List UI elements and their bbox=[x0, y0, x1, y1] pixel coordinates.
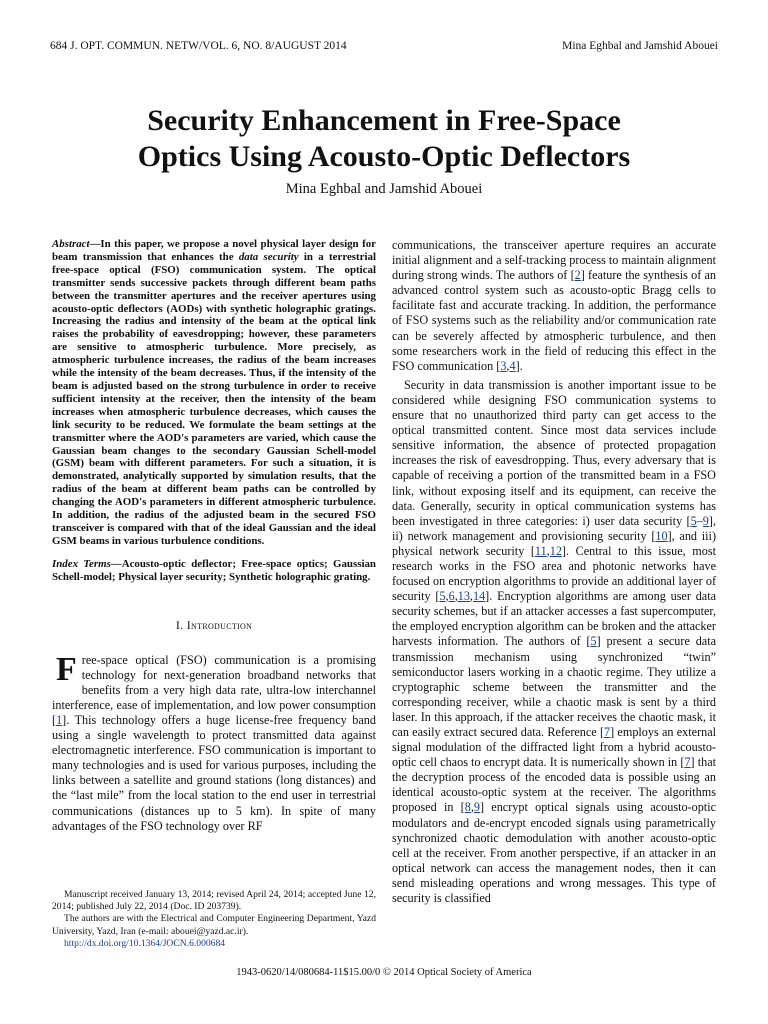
right-p2-text-b: ], ii) network management and provisioning security [ bbox=[392, 513, 716, 543]
right-p2-text-c: ], and iii) physical network security [ bbox=[392, 528, 716, 558]
citation-link[interactable]: 5 bbox=[590, 634, 597, 649]
intro-text-b: ]. This technology offers a huge license-free frequency band using a single wavelength to protect transmitted data against electromagnetic interference. FSO communication is important to many technologies and is used for various purposes, including the links between a satellite and ground stations (long distances) and the “last mile” from the local station to the end user in terrestrial communications (distances up to 5 km). In spite of many advantages of the FSO technology over RF bbox=[52, 712, 376, 833]
citation-link[interactable]: 4 bbox=[509, 358, 516, 373]
right-paragraph-1 bbox=[392, 238, 716, 374]
citation-separator: , bbox=[454, 589, 458, 604]
citation-link[interactable]: 5 bbox=[439, 589, 446, 604]
doi-link[interactable]: http://dx.doi.org/10.1364/JOCN.6.000684 bbox=[64, 937, 226, 949]
right-p2-text-g: ] employs an external signal modulation of the diffracted light from a hybrid acousto-optic cell chaos to encrypt data. It is numerically shown in [ bbox=[392, 725, 716, 770]
paper-title-line-1: Security Enhancement in Free-Space bbox=[147, 104, 621, 137]
abstract-label: Abstract bbox=[52, 238, 90, 250]
intro-text-a: ree-space optical (FSO) communication is a promising technology for next-generation broadband networks that benefits from a very high data rate, ultra-low interchannel interference, ease of implementation, and low power consumption [ bbox=[52, 652, 376, 727]
drop-cap: F bbox=[56, 650, 77, 688]
footnotes bbox=[52, 889, 376, 950]
abstract-text-b: in a terrestrial free-space optical (FSO) communication system. The optical transmitter sends successive packets through different beam paths between the transmitter apertures and the receiver apertures using acousto-optic deflectors (AODs) with synthetic holographic gratings. Increasing the radius and intensity of the beam at the optical link raises the probability of eavesdropping; however, these parameters are sensitive to atmospheric turbulence. More precisely, as atmospheric turbulence increases, the radius of the beam increases while the intensity of the beam decreases. Thus, if the intensity of the beam is adjusted based on the strong turbulence in order to receive sufficient intensity at the receiver, then the intensity of the beam increases when atmospheric turbulence decreases, which causes the link security to be reduced. We formulate the beam settings at the transmitter where the AOD's parameters are varied, which cause the Gaussian beam changes to the secondary Gaussian Schell-model (GSM) beam with different parameters. For such a situation, it is demonstrated, analytically supported by simulation results, that the radius of the beam at different beam paths can be controlled by changing the AOD's parameters in different atmospheric turbulence. In addition, the radius of the adjusted beam in the secured FSO transceiver is compared with that of the ideal Gaussian and the ideal GSM beams in various turbulence conditions. bbox=[52, 250, 376, 547]
right-p2-text-e: ]. Encryption algorithms are among user data security schemes, but if an attacker accesses a fast supercomputer, the employed encryption algorithm can be broken and the attacker harvests information. The authors of [ bbox=[392, 589, 717, 649]
section-title: Introduction bbox=[186, 617, 253, 632]
citation-link[interactable]: 2 bbox=[574, 268, 581, 283]
citation-link[interactable]: 8 bbox=[464, 800, 471, 815]
section-heading bbox=[52, 618, 376, 633]
right-p2-text-a: Security in data transmission is another important issue to be considered while designing FSO communication systems to ensure that no unauthorized third party can get access to the optical transmitted content. Since most data services include sensitive information, the absence of protected propagation increases the risk of eavesdropping. Thus, every adversary that is capable of receiving a portion of the transmitted beam in a FSO link, without exposing itself and its equipment, can receive the data. Generally, security in optical communication systems has been investigated in three categories: i) user data security [ bbox=[392, 377, 716, 528]
citation-link[interactable]: 9 bbox=[702, 513, 709, 528]
right-p2-text-d: ]. Central to this issue, most research works in the FSO area and photonic networks have focused on encryption algorithms to provide an additional layer of security [ bbox=[392, 543, 716, 604]
citation-separator: , bbox=[470, 800, 474, 815]
paper-title-line-2: Optics Using Acousto-Optic Deflectors bbox=[137, 140, 631, 173]
citation-separator: , bbox=[445, 589, 449, 604]
citation-link[interactable]: 6 bbox=[448, 589, 455, 604]
citation-link[interactable]: 3 bbox=[500, 358, 507, 373]
citation-link[interactable]: 5 bbox=[690, 513, 697, 528]
footnote-affiliation: The authors are with the Electrical and Computer Engineering Department, Yazd University, Yazd, Iran (e-mail: abouei@yazd.ac.ir). bbox=[52, 913, 376, 937]
abstract-text-a: —In this paper, we propose a novel physical layer design for beam transmission that enhances the bbox=[52, 238, 376, 263]
right-column bbox=[392, 238, 716, 906]
left-column bbox=[52, 238, 376, 834]
citation-separator: , bbox=[546, 543, 550, 558]
citation-link[interactable]: 13 bbox=[457, 589, 470, 604]
running-header-journal: 684 J. OPT. COMMUN. NETW/VOL. 6, NO. 8/AUGUST 2014 bbox=[50, 40, 347, 52]
right-p1-text-b: ] feature the synthesis of an advanced control system such as acousto-optic Bragg cells to facilitate fast and accurate tracking. In addition, the performance of FSO systems such as the reliability and/or communication rate can be severely affected by atmospheric turbulence, and then some researchers work in the field of reducing this effect in the FSO communication [ bbox=[392, 268, 716, 373]
abstract bbox=[52, 238, 376, 548]
citation-link[interactable]: 7 bbox=[604, 725, 611, 739]
right-p2-text-i: ] encrypt optical signals using acousto-optic modulators and de-encrypt encoded signals using parametrically synchronized chaotic demodulation with another acousto-optic cell at the receiver. From another perspective, if an attacker in an optical network can access the management nodes, then it can send misleading operations and wrong messages. This type of security is classified bbox=[392, 800, 716, 906]
right-p2-text-f: ] present a secure data transmission mechanism using synchronized “twin” semiconductor lasers working in a chaotic regime. They utilize a cryptographic scheme between the transmitter and the corresponding receiver, while a chaotic mask is sent by a third laser. In this approach, if the attacker receives the chaotic mask, it can easily extract secured data. Reference [ bbox=[392, 634, 716, 739]
citation-link[interactable]: 12 bbox=[549, 543, 562, 558]
citation-link[interactable]: 11 bbox=[534, 543, 547, 558]
citation-link[interactable]: 1 bbox=[56, 712, 63, 727]
running-header bbox=[50, 40, 718, 56]
citation-separator: , bbox=[506, 358, 510, 373]
running-header-authors: Mina Eghbal and Jamshid Abouei bbox=[562, 40, 718, 52]
section-numeral: I. bbox=[175, 617, 184, 632]
citation-link[interactable]: 7 bbox=[684, 755, 691, 770]
citation-link[interactable]: 10 bbox=[655, 528, 668, 543]
intro-paragraph bbox=[52, 650, 376, 834]
paper-authors: Mina Eghbal and Jamshid Abouei bbox=[285, 181, 483, 197]
footnote-received: Manuscript received January 13, 2014; revised April 24, 2014; accepted June 12, 2014; published July 22, 2014 (Doc. ID 203739). bbox=[52, 889, 376, 913]
right-p2-text-h: ] that the decryption process of the encoded data is possible using an identical acousto-optic system at the receiver. The algorithms proposed in [ bbox=[392, 755, 716, 815]
index-terms-label: Index Terms bbox=[52, 557, 111, 570]
right-paragraph-2 bbox=[392, 378, 716, 906]
right-p1-text-a: communications, the transceiver aperture requires an accurate initial alignment and a self-tracking process to maintain alignment during strong winds. The authors of [ bbox=[392, 238, 716, 283]
right-p1-text-c: ]. bbox=[515, 358, 523, 373]
running-footer: 1943-0620/14/080684-11$15.00/0 © 2014 Optical Society of America bbox=[236, 967, 532, 978]
index-terms-text: —Acousto-optic deflector; Free-space optics; Gaussian Schell-model; Physical layer security; Synthetic holographic grating. bbox=[52, 557, 376, 583]
citation-separator: , bbox=[469, 589, 473, 604]
citation-separator: – bbox=[696, 513, 703, 528]
citation-link[interactable]: 14 bbox=[472, 589, 486, 604]
paper-title bbox=[60, 103, 708, 175]
abstract-emphasis: data security bbox=[238, 250, 299, 263]
index-terms bbox=[52, 558, 376, 584]
citation-link[interactable]: 9 bbox=[473, 800, 480, 815]
